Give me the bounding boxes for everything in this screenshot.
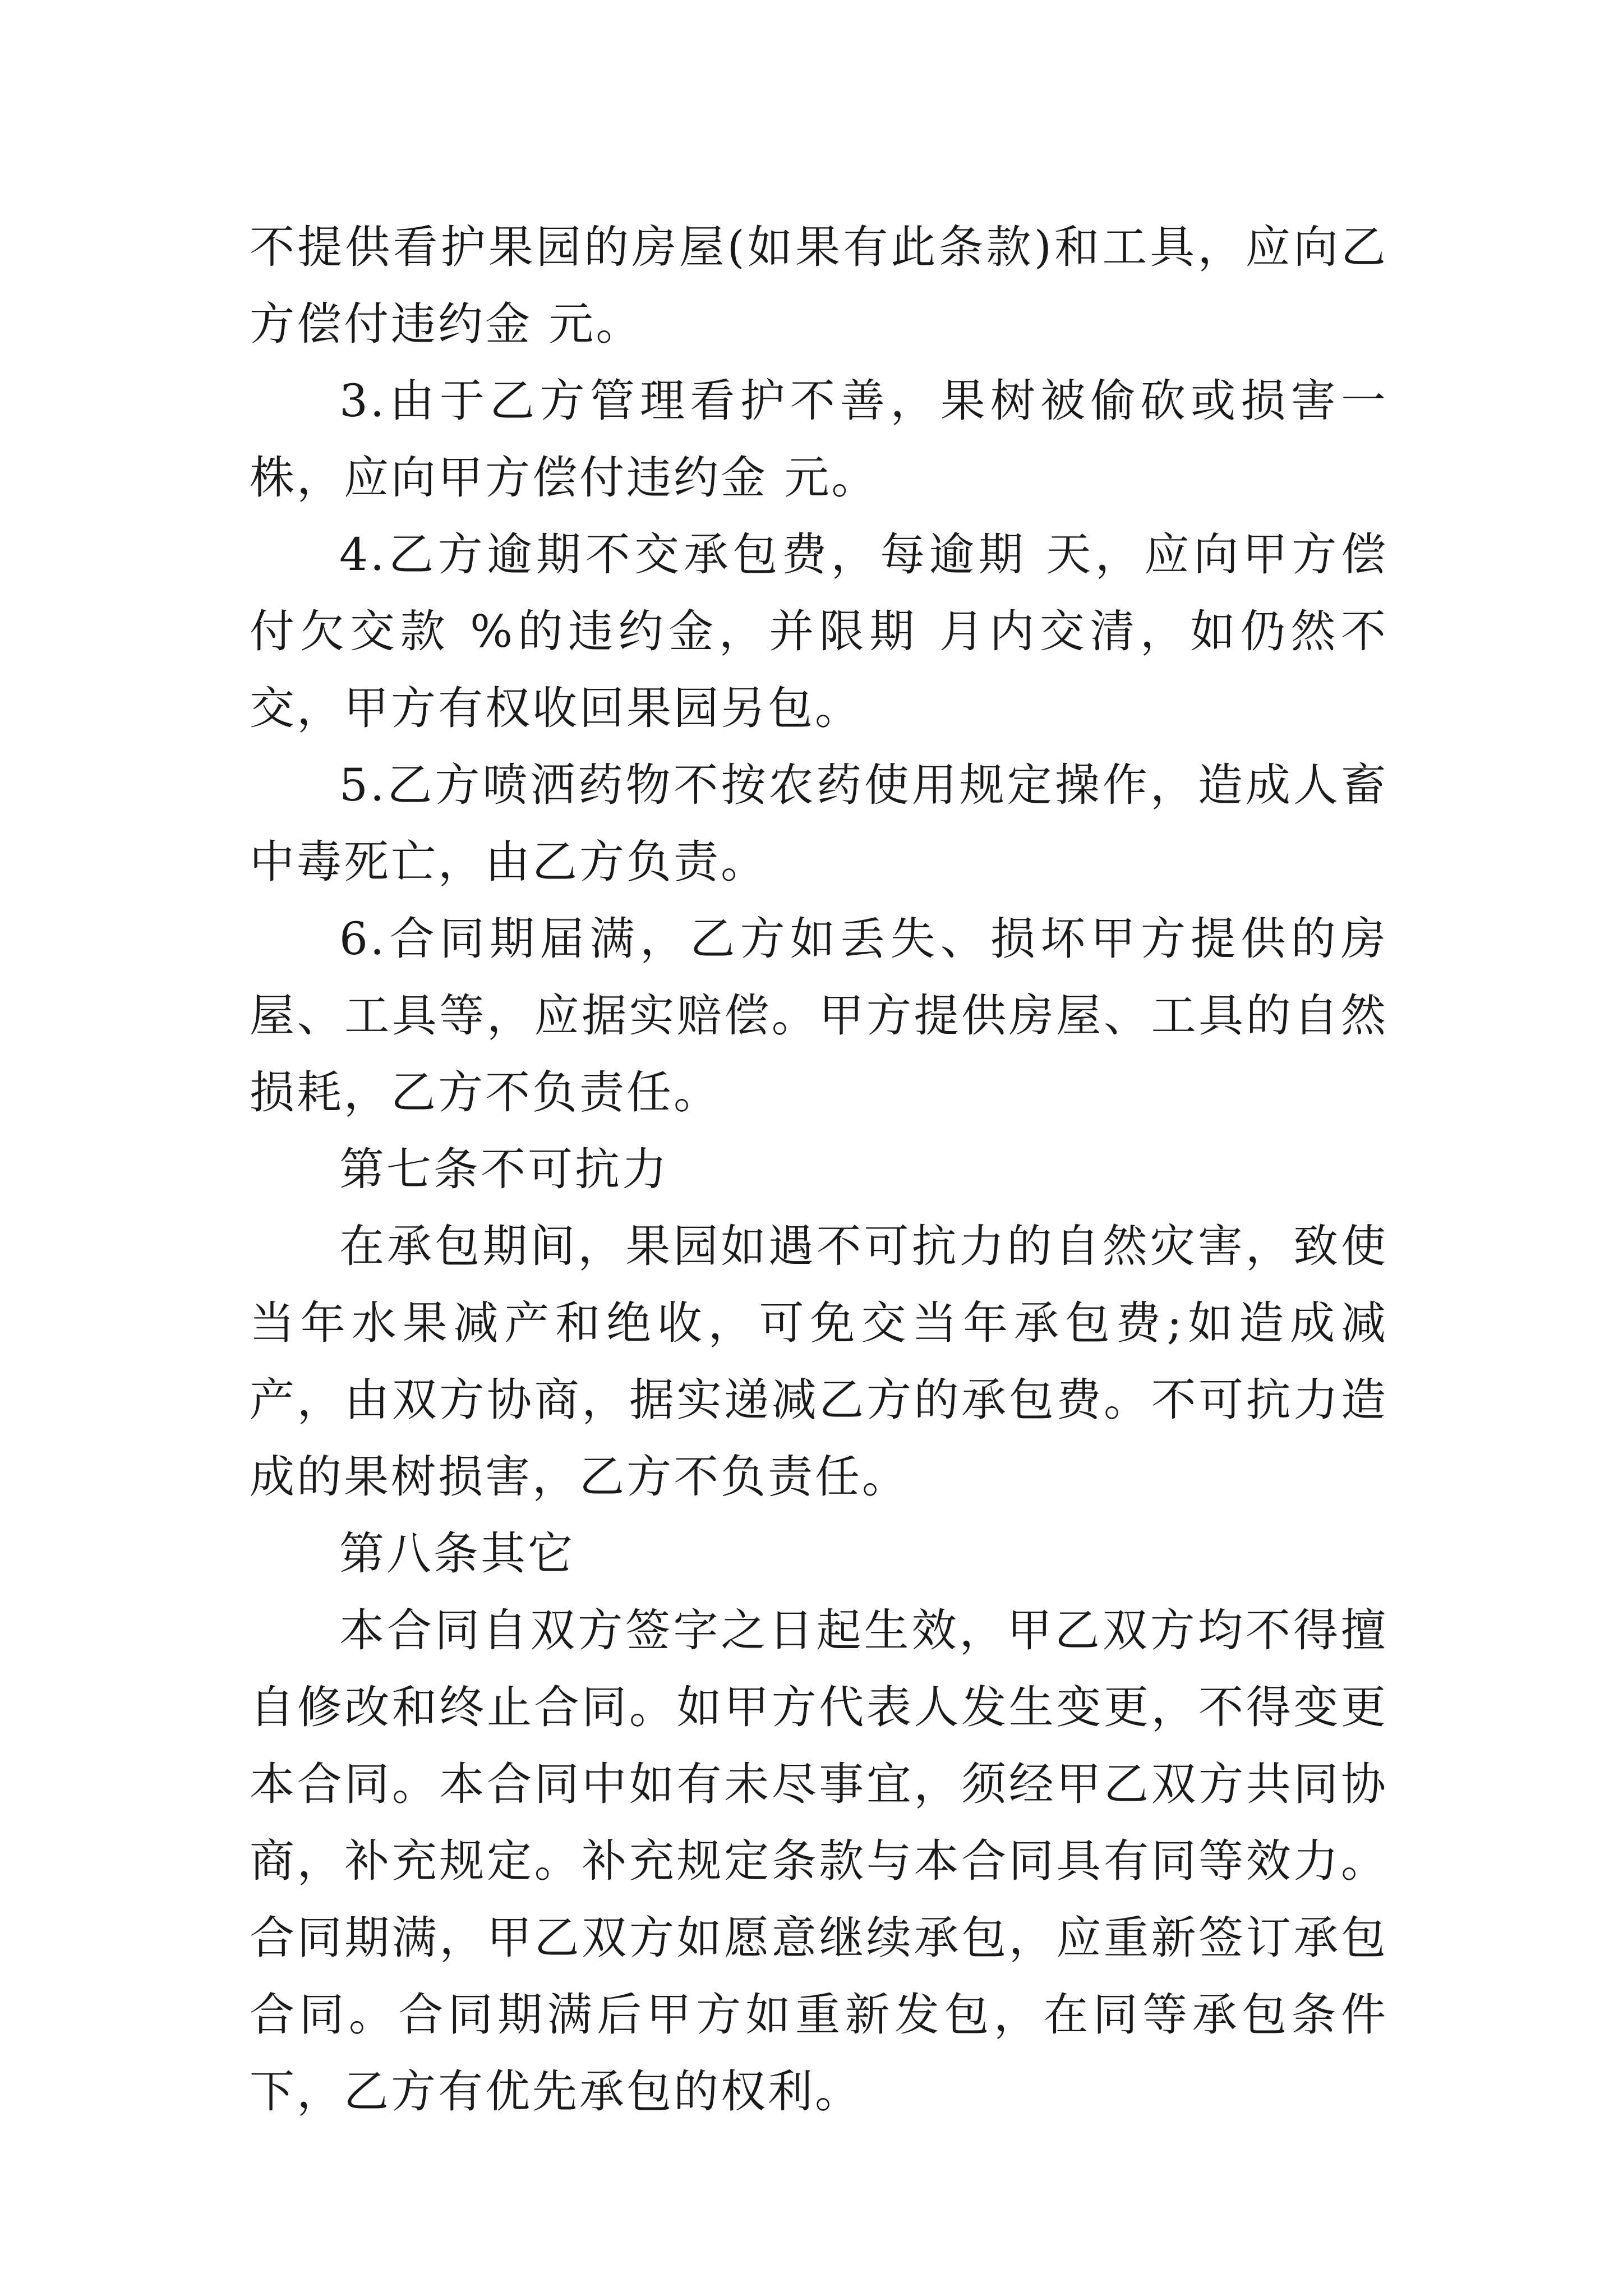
paragraph-item-6: 6.合同期届满，乙方如丢失、损坏甲方提供的房屋、工具等，应据实赔偿。甲方提供房屋、工具的自然损耗，乙方不负责任。 (250, 913, 1388, 1119)
heading-article-8: 第八条其它 (339, 1527, 575, 1580)
paragraph-item-3: 3.由于乙方管理看护不善，果树被偷砍或损害一株，应向甲方偿付违约金 元。 (250, 375, 1388, 504)
paragraph-other-terms: 本合同自双方签字之日起生效，甲乙双方均不得擅自修改和终止合同。如甲方代表人发生变更，不得变更本合同。本合同中如有未尽事宜，须经甲乙双方共同协商，补充规定。补充规定条款与本合同具有同等效力。合同期满，甲乙双方如愿意继续承包，应重新签订承包合同。合同期满后甲方如重新发包，在同等承包条件下，乙方有优先承包的权利。 (250, 1604, 1388, 2118)
heading-article-7: 第七条不可抗力 (339, 1143, 669, 1195)
paragraph-breach-tools: 不提供看护果园的房屋(如果有此条款)和工具，应向乙方偿付违约金 元。 (250, 221, 1388, 350)
paragraph-item-4: 4.乙方逾期不交承包费，每逾期 天，应向甲方偿付欠交款 %的违约金，并限期 月内交清，如仍然不交，甲方有权收回果园另包。 (250, 528, 1388, 734)
document-page (250, 209, 1388, 2130)
paragraph-force-majeure: 在承包期间，果园如遇不可抗力的自然灾害，致使当年水果减产和绝收，可免交当年承包费;如造成减产，由双方协商，据实递减乙方的承包费。不可抗力造成的果树损害，乙方不负责任。 (250, 1220, 1388, 1503)
paragraph-item-5: 5.乙方喷洒药物不按农药使用规定操作，造成人畜中毒死亡，由乙方负责。 (250, 759, 1388, 888)
